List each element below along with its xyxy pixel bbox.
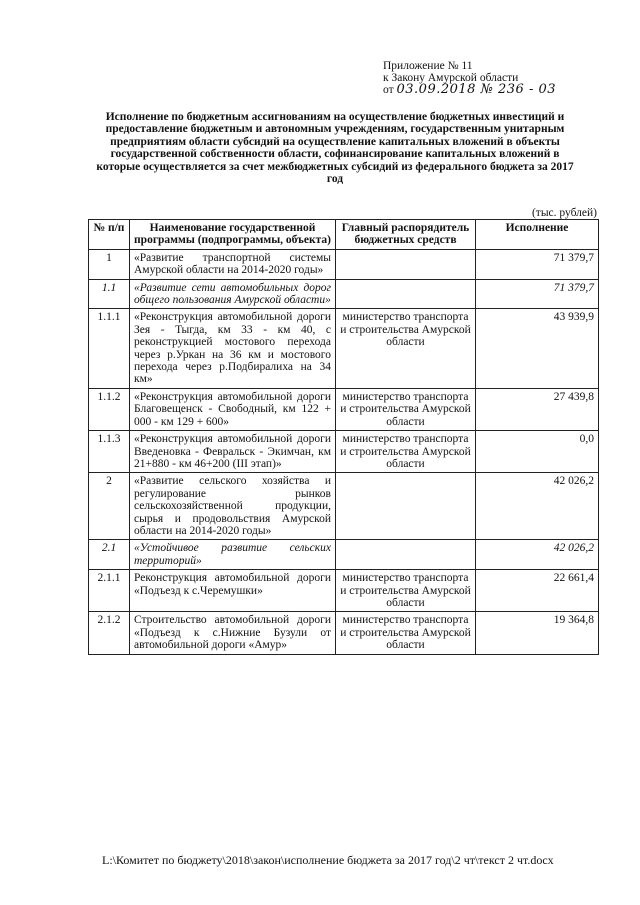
table-row bbox=[89, 309, 599, 388]
header-manager: Главный распорядитель бюджетных средств bbox=[336, 220, 476, 250]
law-date-line bbox=[383, 84, 556, 96]
row-value: 42 026,2 bbox=[476, 540, 599, 570]
row-num: 2.1 bbox=[89, 540, 130, 570]
row-value: 71 379,7 bbox=[476, 249, 599, 279]
row-name: Реконструкция автомобильной дороги «Подъезд к с.Черемушки» bbox=[130, 570, 336, 612]
file-path-footer: L:\Комитет по бюджету\2018\закон\исполнение бюджета за 2017 год\2 чт\текст 2 чт.docx bbox=[102, 853, 554, 867]
units-label: (тыс. рублей) bbox=[531, 207, 597, 219]
row-num: 2 bbox=[89, 473, 130, 540]
row-num: 1 bbox=[89, 249, 130, 279]
table-row bbox=[89, 540, 599, 570]
row-num: 2.1.1 bbox=[89, 570, 130, 612]
row-name: «Развитие сети автомобильных дорог общего пользования Амурской области» bbox=[130, 279, 336, 309]
row-manager: министерство транспорта и строительства Амурской области bbox=[336, 309, 476, 388]
table-row bbox=[89, 431, 599, 473]
row-manager: министерство транспорта и строительства Амурской области bbox=[336, 388, 476, 430]
table-row bbox=[89, 279, 599, 309]
table-row bbox=[89, 249, 599, 279]
law-reference: к Закону Амурской области bbox=[383, 72, 519, 84]
row-name: Строительство автомобильной дороги «Подъезд к с.Нижние Бузули от автомобильной дороги «Амур» bbox=[130, 612, 336, 654]
row-name: «Развитие транспортной системы Амурской области на 2014-2020 годы» bbox=[130, 249, 336, 279]
appendix-number: Приложение № 11 bbox=[383, 60, 473, 72]
table-row bbox=[89, 570, 599, 612]
row-num: 1.1.2 bbox=[89, 388, 130, 430]
row-value: 19 364,8 bbox=[476, 612, 599, 654]
row-value: 42 026,2 bbox=[476, 473, 599, 540]
table-row bbox=[89, 388, 599, 430]
row-manager: министерство транспорта и строительства Амурской области bbox=[336, 570, 476, 612]
row-value: 22 661,4 bbox=[476, 570, 599, 612]
row-name: «Устойчивое развитие сельских территорий» bbox=[130, 540, 336, 570]
row-num: 2.1.2 bbox=[89, 612, 130, 654]
row-num: 1.1.3 bbox=[89, 431, 130, 473]
row-manager bbox=[336, 540, 476, 570]
row-value: 43 939,9 bbox=[476, 309, 599, 388]
header-name: Наименование государственной программы (подпрограммы, объекта) bbox=[130, 220, 336, 250]
row-manager bbox=[336, 279, 476, 309]
handwritten-date-number: 03.09.2018 № 236 - 03 bbox=[396, 82, 557, 97]
budget-table bbox=[88, 219, 599, 655]
appendix-header bbox=[383, 60, 556, 96]
table-row bbox=[89, 612, 599, 654]
row-value: 0,0 bbox=[476, 431, 599, 473]
row-num: 1.1.1 bbox=[89, 309, 130, 388]
row-value: 71 379,7 bbox=[476, 279, 599, 309]
row-manager: министерство транспорта и строительства Амурской области bbox=[336, 612, 476, 654]
row-name: «Реконструкция автомобильной дороги Введеновка - Февральск - Экимчан, км 21+880 - км 46+200 (III этап)» bbox=[130, 431, 336, 473]
document-title: Исполнение по бюджетным ассигнованиям на осуществление бюджетных инвестиций и предоставление бюджетным и автономным учреждениям, государственным унитарным предприятиям области субсидий на осуществление капитальных вложений в объекты государственной собственности области, софинансирование капитальных вложений в которые осуществляется за счет межбюджетных субсидий из федерального бюджета за 2017 год bbox=[96, 111, 574, 186]
header-num: № п/п bbox=[89, 220, 130, 250]
table-row bbox=[89, 473, 599, 540]
row-name: «Развитие сельского хозяйства и регулирование рынков сельскохозяйственной продукции, сырья и продовольствия Амурской области на 2014-2020 годы» bbox=[130, 473, 336, 540]
row-manager bbox=[336, 249, 476, 279]
row-num: 1.1 bbox=[89, 279, 130, 309]
row-name: «Реконструкция автомобильной дороги Благовещенск - Свободный, км 122 + 000 - км 129 + 600» bbox=[130, 388, 336, 430]
date-prefix: от bbox=[383, 84, 394, 96]
row-name: «Реконструкция автомобильной дороги Зея - Тыгда, км 33 - км 40, с реконструкцией мостового перехода через р.Уркан на 36 км и мостового перехода через р.Подбиралиха на 34 км» bbox=[130, 309, 336, 388]
row-manager bbox=[336, 473, 476, 540]
table-header-row bbox=[89, 220, 599, 250]
header-value: Исполнение bbox=[476, 220, 599, 250]
row-manager: министерство транспорта и строительства Амурской области bbox=[336, 431, 476, 473]
row-value: 27 439,8 bbox=[476, 388, 599, 430]
